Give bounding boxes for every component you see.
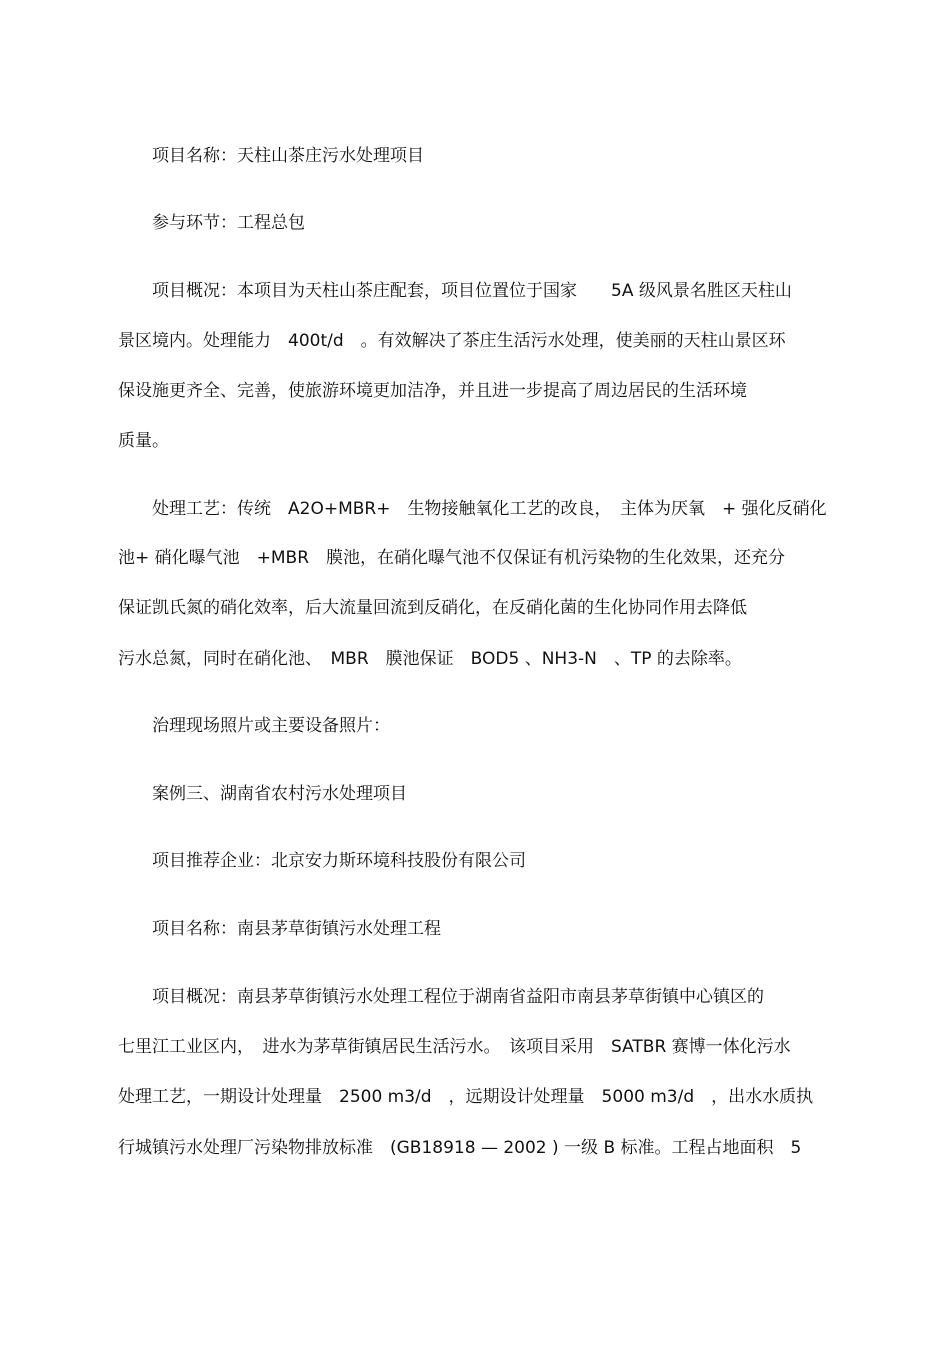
overview-line-3: 保设施更齐全、完善，使旅游环境更加洁净，并且进一步提高了周边居民的生活环境	[118, 381, 747, 401]
overview-2-line-3: 处理工艺，一期设计处理量 2500 m3/d ，远期设计处理量 5000 m3/d ，出水水质执	[118, 1087, 814, 1107]
project-name-line: 项目名称：天柱山茶庄污水处理项目	[152, 146, 424, 166]
process-line-3: 保证凯氏氮的硝化效率，后大流量回流到反硝化，在反硝化菌的生化协同作用去降低	[118, 598, 747, 618]
overview-2-line-4: 行城镇污水处理厂污染物排放标准 (GB18918 — 2002 ) 一级 B 标准。工程占地面积 5	[118, 1138, 802, 1158]
photos-caption-line: 治理现场照片或主要设备照片：	[152, 716, 390, 736]
overview-line-1: 项目概况：本项目为天柱山茶庄配套，项目位置位于国家 5A 级风景名胜区天柱山	[152, 281, 792, 301]
overview-2-line-2: 七里江工业区内， 进水为茅草街镇居民生活污水。 该项目采用 SATBR 赛博一体化污水	[118, 1037, 791, 1057]
process-line-4: 污水总氮，同时在硝化池、 MBR 膜池保证 BOD5 、NH3-N 、TP 的去除率。	[118, 649, 742, 669]
overview-2-line-1: 项目概况：南县茅草街镇污水处理工程位于湖南省益阳市南县茅草街镇中心镇区的	[152, 987, 764, 1007]
process-line-1: 处理工艺：传统 A2O+MBR+ 生物接触氧化工艺的改良， 主体为厌氧 + 强化反硝化	[152, 499, 827, 519]
case-three-heading: 案例三、湖南省农村污水处理项目	[152, 784, 407, 804]
recommended-company-line: 项目推荐企业：北京安力斯环境科技股份有限公司	[152, 851, 526, 871]
process-line-2: 池+ 硝化曝气池 +MBR 膜池，在硝化曝气池不仅保证有机污染物的生化效果，还充分	[118, 548, 786, 568]
overview-line-2: 景区境内。处理能力 400t/d 。有效解决了茶庄生活污水处理，使美丽的天柱山景区环	[118, 331, 786, 351]
project-name-2-line: 项目名称：南县茅草街镇污水处理工程	[152, 919, 441, 939]
participation-line: 参与环节：工程总包	[152, 213, 305, 233]
overview-line-4: 质量。	[118, 431, 169, 451]
